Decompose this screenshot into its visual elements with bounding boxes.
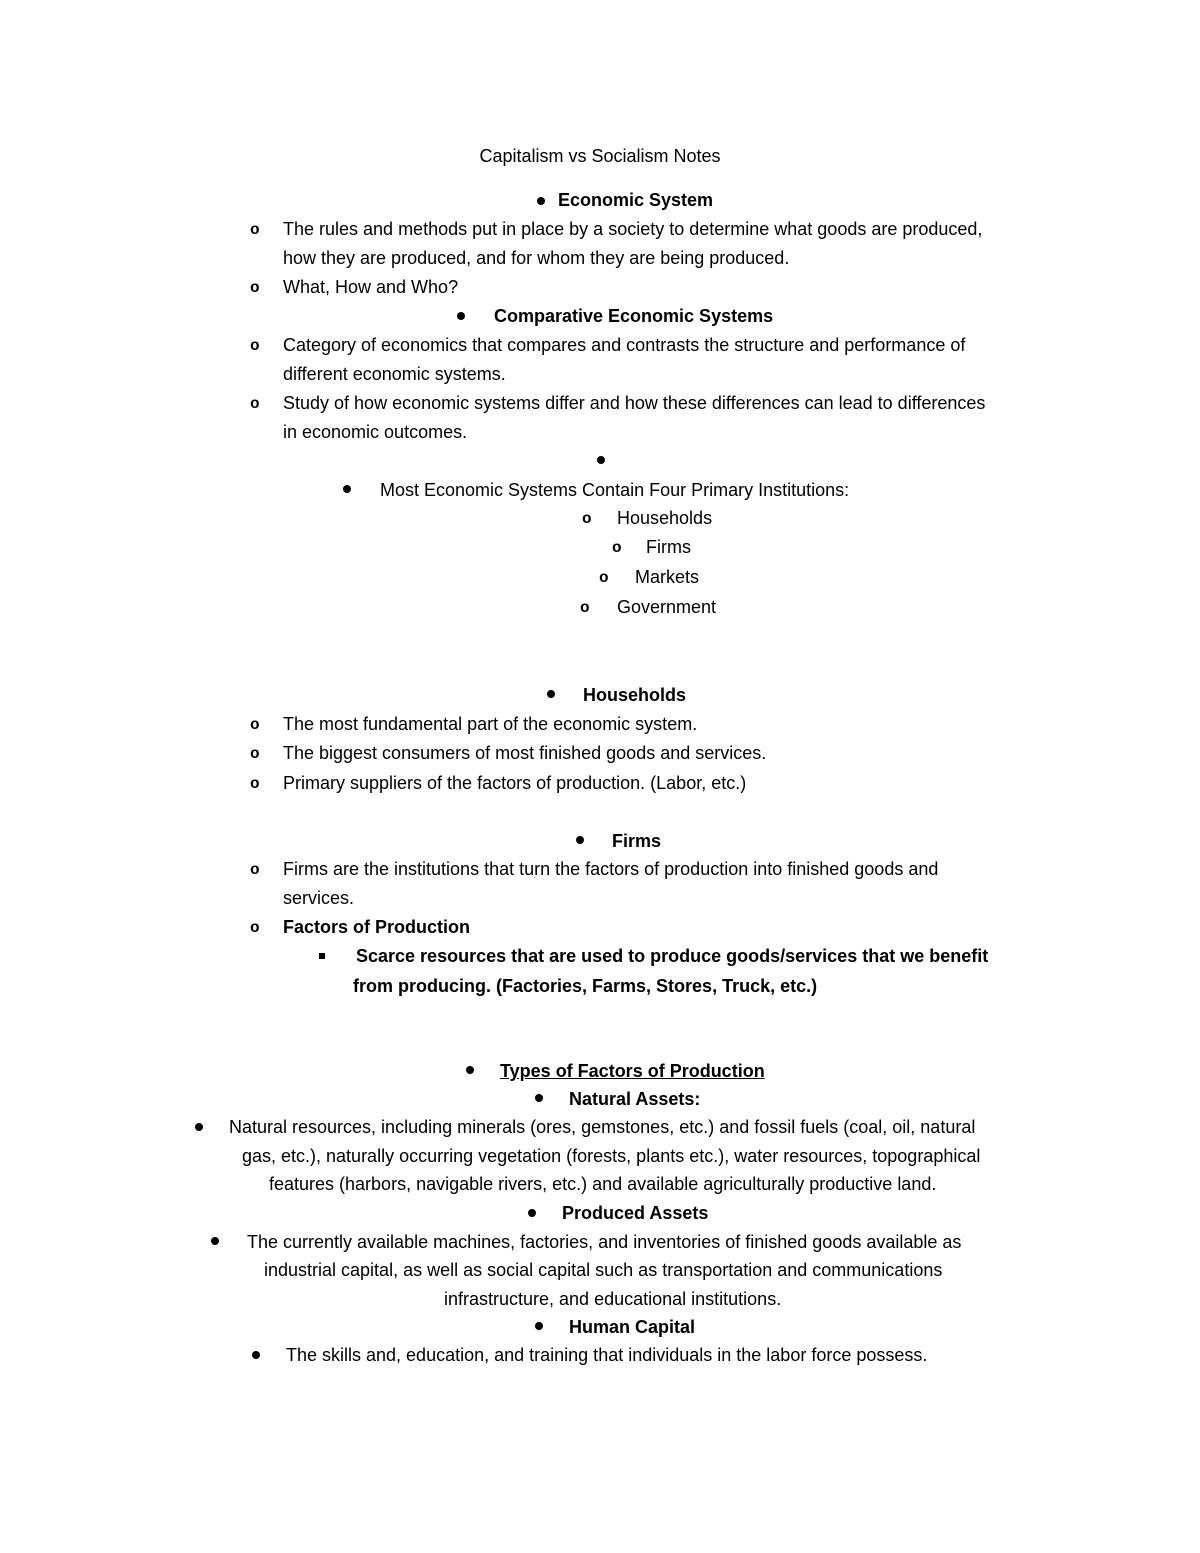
sub-bullet-icon: o bbox=[250, 337, 260, 355]
paragraph-line: The currently available machines, factories, and inventories of finished goods available as bbox=[247, 1232, 962, 1252]
bullet-icon bbox=[252, 1351, 260, 1359]
sub-bullet-icon: o bbox=[612, 539, 622, 557]
list-item: how they are produced, and for whom they are being produced. bbox=[283, 248, 790, 268]
paragraph-line: gas, etc.), naturally occurring vegetation (forests, plants etc.), water resources, topographical bbox=[242, 1146, 981, 1166]
sub-bullet-icon: o bbox=[250, 716, 260, 734]
list-item: The most fundamental part of the economic system. bbox=[283, 714, 698, 734]
list-item: Primary suppliers of the factors of production. (Labor, etc.) bbox=[283, 773, 747, 793]
list-item: The rules and methods put in place by a society to determine what goods are produced, bbox=[283, 219, 983, 239]
sub-list-item: from producing. (Factories, Farms, Stores, Truck, etc.) bbox=[353, 976, 818, 996]
list-item: Households bbox=[617, 508, 713, 528]
sub-bullet-icon: o bbox=[250, 861, 260, 879]
heading-produced-assets: Produced Assets bbox=[562, 1203, 709, 1223]
bullet-icon bbox=[535, 1322, 543, 1330]
bullet-icon bbox=[547, 690, 555, 698]
sub-list-item: Scarce resources that are used to produce goods/services that we benefit bbox=[356, 946, 989, 966]
heading-natural-assets: Natural Assets: bbox=[569, 1089, 701, 1109]
list-item: services. bbox=[283, 888, 355, 908]
sub-bullet-icon: o bbox=[250, 919, 260, 937]
bullet-icon bbox=[343, 485, 351, 493]
bullet-icon bbox=[576, 836, 584, 844]
list-item: Study of how economic systems differ and how these differences can lead to differences bbox=[283, 393, 986, 413]
list-item: Factors of Production bbox=[283, 917, 471, 937]
square-bullet-icon bbox=[319, 953, 325, 959]
bullet-icon bbox=[535, 1094, 543, 1102]
bullet-icon bbox=[457, 312, 465, 320]
sub-bullet-icon: o bbox=[250, 279, 260, 297]
page-title: Capitalism vs Socialism Notes bbox=[479, 146, 721, 166]
heading-economic-system: Economic System bbox=[558, 190, 714, 210]
sub-bullet-icon: o bbox=[599, 569, 609, 587]
list-item: Firms bbox=[646, 537, 691, 557]
list-item: Government bbox=[617, 597, 717, 617]
heading-households: Households bbox=[583, 685, 687, 705]
heading-types: Types of Factors of Production bbox=[500, 1061, 765, 1081]
paragraph-line: infrastructure, and educational institutions. bbox=[444, 1289, 782, 1309]
sub-bullet-icon: o bbox=[250, 395, 260, 413]
bullet-icon bbox=[466, 1066, 474, 1074]
heading-comparative: Comparative Economic Systems bbox=[494, 306, 774, 326]
heading-human-capital: Human Capital bbox=[569, 1317, 696, 1337]
list-item: Firms are the institutions that turn the factors of production into finished goods and bbox=[283, 859, 939, 879]
paragraph-line: features (harbors, navigable rivers, etc.) and available agriculturally productive land. bbox=[269, 1174, 937, 1194]
list-item: in economic outcomes. bbox=[283, 422, 468, 442]
list-item: The biggest consumers of most finished goods and services. bbox=[283, 743, 767, 763]
bullet-icon bbox=[528, 1209, 536, 1217]
list-item: different economic systems. bbox=[283, 364, 506, 384]
bullet-icon bbox=[211, 1237, 219, 1245]
bullet-icon bbox=[597, 456, 605, 464]
bullet-icon bbox=[195, 1123, 203, 1131]
list-item: Category of economics that compares and contrasts the structure and performance of bbox=[283, 335, 966, 355]
sub-bullet-icon: o bbox=[250, 745, 260, 763]
sub-bullet-icon: o bbox=[250, 775, 260, 793]
sub-bullet-icon: o bbox=[580, 599, 590, 617]
paragraph-line: Natural resources, including minerals (ores, gemstones, etc.) and fossil fuels (coal, oil, natural bbox=[229, 1117, 976, 1137]
list-item: Markets bbox=[635, 567, 700, 587]
sub-bullet-icon: o bbox=[582, 510, 592, 528]
list-item: What, How and Who? bbox=[283, 277, 459, 297]
bullet-icon bbox=[537, 197, 545, 205]
institutions-heading: Most Economic Systems Contain Four Primary Institutions: bbox=[380, 480, 850, 500]
sub-bullet-icon: o bbox=[250, 221, 260, 239]
paragraph-line: The skills and, education, and training that individuals in the labor force possess. bbox=[286, 1345, 928, 1365]
paragraph-line: industrial capital, as well as social capital such as transportation and communications bbox=[264, 1260, 943, 1280]
heading-firms: Firms bbox=[612, 831, 662, 851]
